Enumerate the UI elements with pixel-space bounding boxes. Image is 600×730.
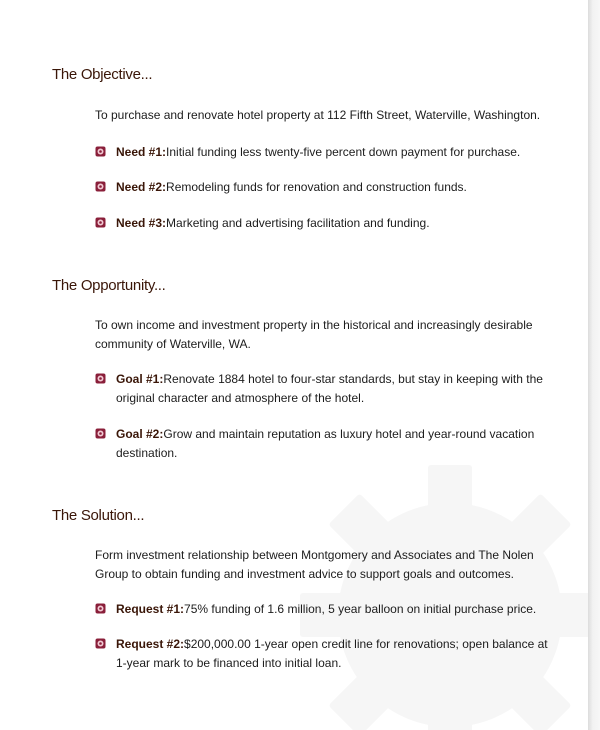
list-item bbox=[95, 178, 555, 197]
item-text: 75% funding of 1.6 million, 5 year balloon on initial purchase price. bbox=[184, 602, 537, 616]
bullet-icon bbox=[95, 638, 106, 649]
opportunity-paragraph: To own income and investment property in the historical and increasingly desirable community of Waterville, WA. bbox=[95, 318, 533, 351]
item-text: Marketing and advertising facilitation and funding. bbox=[166, 216, 430, 230]
section-heading-objective: The Objective... bbox=[52, 66, 153, 83]
bullet-icon bbox=[95, 181, 106, 192]
item-label: Need #1: bbox=[116, 145, 167, 159]
list-item bbox=[95, 370, 555, 408]
list-item bbox=[95, 635, 555, 673]
bullet-icon bbox=[95, 146, 106, 157]
section-heading-opportunity: The Opportunity... bbox=[52, 277, 166, 294]
item-text: Grow and maintain reputation as luxury hotel and year-round vacation destination. bbox=[116, 427, 535, 460]
item-label: Need #2: bbox=[116, 180, 167, 194]
item-label: Goal #1: bbox=[116, 372, 164, 386]
objective-paragraph: To purchase and renovate hotel property at 112 Fifth Street, Waterville, Washington. bbox=[95, 108, 541, 122]
bullet-icon bbox=[95, 603, 106, 614]
section-heading-solution: The Solution... bbox=[52, 507, 145, 524]
list-item bbox=[95, 214, 555, 233]
list-item bbox=[95, 600, 555, 619]
item-label: Goal #2: bbox=[116, 427, 164, 441]
item-text: Initial funding less twenty-five percent down payment for purchase. bbox=[166, 145, 521, 159]
bullet-icon bbox=[95, 217, 106, 228]
page-edge-shadow bbox=[588, 0, 600, 730]
bullet-icon bbox=[95, 373, 106, 384]
list-item bbox=[95, 425, 555, 463]
item-text: Renovate 1884 hotel to four-star standards, but stay in keeping with the original character and atmosphere of the hotel. bbox=[116, 372, 543, 405]
item-label: Need #3: bbox=[116, 216, 167, 230]
item-label: Request #2: bbox=[116, 637, 185, 651]
item-text: Remodeling funds for renovation and construction funds. bbox=[166, 180, 467, 194]
solution-paragraph: Form investment relationship between Montgomery and Associates and The Nolen Group to obtain funding and investment advice to support goals and outcomes. bbox=[95, 548, 534, 581]
item-text: $200,000.00 1-year open credit line for renovations; open balance at 1-year mark to be financed into initial loan. bbox=[116, 637, 548, 670]
item-label: Request #1: bbox=[116, 602, 185, 616]
gear-watermark-icon bbox=[300, 465, 588, 730]
list-item bbox=[95, 143, 555, 162]
bullet-icon bbox=[95, 428, 106, 439]
